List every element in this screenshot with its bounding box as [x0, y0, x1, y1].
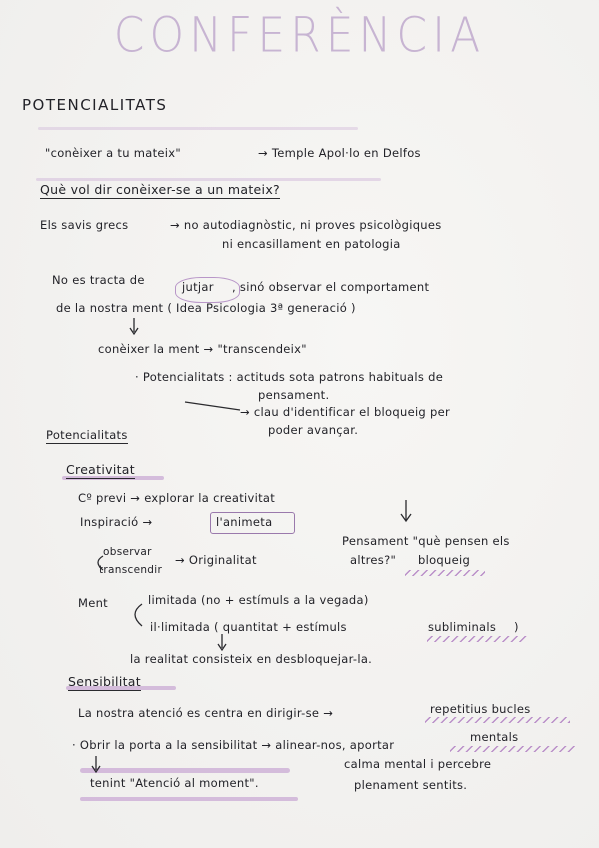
note-line: calma mental i percebre: [344, 757, 492, 771]
subheading-sensibilitat: Sensibilitat: [68, 674, 141, 689]
note-line: Inspiració →: [80, 515, 153, 529]
note-line: ni encasillament en patologia: [222, 237, 401, 251]
note-word-mentals: mentals: [470, 730, 519, 744]
note-line: Cº previ → explorar la creativitat: [78, 491, 276, 505]
note-line: Pensament "què pensen els: [342, 534, 510, 548]
note-word-bloqueig: bloqueig: [418, 553, 471, 567]
note-line: "conèixer a tu mateix": [45, 146, 181, 160]
note-line: → no autodiagnòstic, ni proves psicològiques: [170, 218, 442, 232]
bracket-brace: [98, 556, 103, 570]
note-word-subliminals: subliminals: [428, 620, 497, 634]
page-title: CONFERÈNCIA: [113, 7, 486, 64]
note-word-jutjar: jutjar: [182, 280, 214, 294]
note-line: il·limitada ( quantitat + estímuls: [150, 620, 347, 634]
note-line: poder avançar.: [268, 423, 359, 437]
note-line: No es tracta de: [52, 273, 145, 287]
note-line: de la nostra ment ( Idea Psicologia 3ª generació ): [56, 301, 356, 315]
note-line: , sinó observar el comportament: [232, 280, 430, 294]
note-line: ): [514, 620, 519, 634]
note-line: · Obrir la porta a la sensibilitat → alinear-nos, aportar: [72, 738, 395, 752]
note-line: → Originalitat: [175, 553, 257, 567]
note-line: plenament sentits.: [354, 778, 468, 792]
note-line: la realitat consisteix en desbloquejar-la.: [130, 652, 373, 666]
note-line: pensament.: [258, 388, 330, 402]
note-line: La nostra atenció es centra en dirigir-se →: [78, 706, 334, 720]
note-line: Ment: [78, 596, 108, 610]
note-word-repetitius: repetitius bucles: [430, 702, 531, 716]
subheading-creativitat: Creativitat: [66, 462, 135, 477]
note-line: observar: [103, 546, 152, 558]
note-line: transcendir: [99, 564, 163, 576]
subheading-potencialitats: Potencialitats: [46, 428, 128, 442]
note-line: Els savis grecs: [40, 218, 129, 232]
note-line: limitada (no + estímuls a la vegada): [148, 593, 369, 607]
bracket-brace: [135, 604, 142, 626]
heading-potencialitats: POTENCIALITATS: [22, 96, 168, 114]
question-line: Què vol dir conèixer-se a un mateix?: [40, 182, 280, 197]
note-line: conèixer la ment → "transcendeix": [98, 342, 307, 356]
note-line: → Temple Apol·lo en Delfos: [258, 146, 421, 160]
note-line: altres?": [350, 553, 397, 567]
right-arrow-icon: [185, 402, 240, 410]
note-line: → clau d'identificar el bloqueig per: [240, 405, 450, 419]
note-word-animeta: l'animeta: [216, 515, 273, 529]
note-line: tenint "Atenció al moment".: [90, 776, 259, 790]
note-line: · Potencialitats : actituds sota patrons habituals de: [135, 370, 444, 384]
